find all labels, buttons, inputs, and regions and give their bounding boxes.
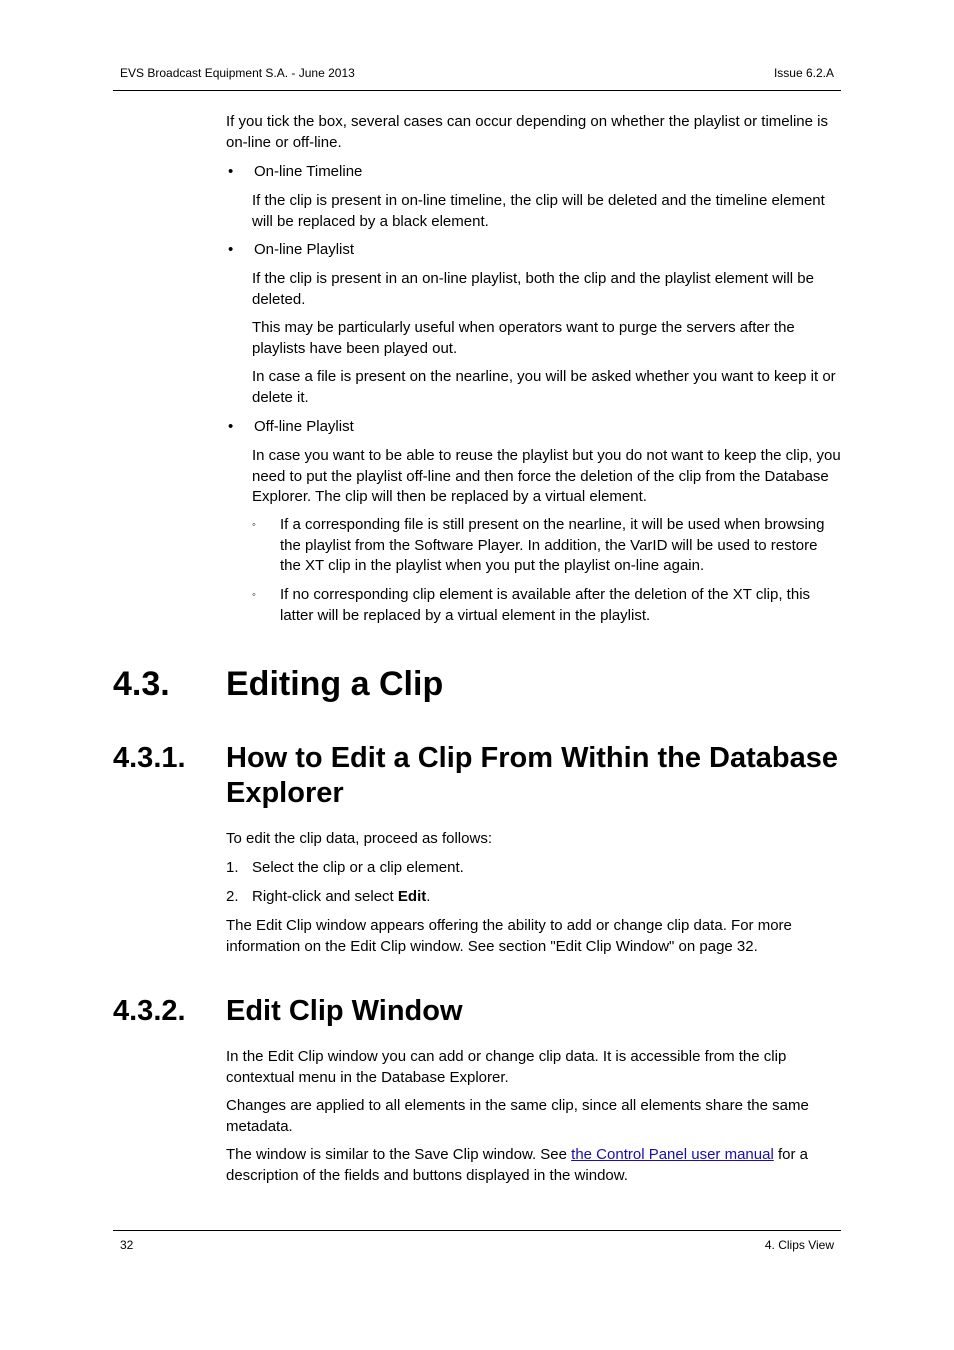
subsection-title: How to Edit a Clip From Within the Database Explorer <box>226 742 838 809</box>
bullet-paragraph: In case you want to be able to reuse the playlist but you do not want to keep the clip, you need to put the playlist off-line and then force the deletion of the clip from the Database Explorer. The clip will then be replaced by a virtual element. <box>252 447 841 505</box>
section-number: 4.3. <box>113 665 170 703</box>
header-publisher: EVS Broadcast Equipment S.A. - June 2013 <box>120 66 355 80</box>
step-number: 1. <box>226 859 239 876</box>
bullet-mark: • <box>228 241 234 258</box>
bullet-title: On-line Playlist <box>254 241 355 258</box>
page-header <box>113 66 841 90</box>
section-title: Editing a Clip <box>226 665 444 703</box>
sub-bullet-paragraph: If no corresponding clip element is available after the deletion of the XT clip, this latter will be replaced by a virtual element in the playlist. <box>280 586 811 624</box>
sub-bullet-mark: ◦ <box>252 519 256 531</box>
bullet-mark: • <box>228 418 234 435</box>
footer-rule <box>113 1230 841 1231</box>
page-number: 32 <box>120 1238 134 1252</box>
edit-clip-para-1: In the Edit Clip window you can add or change clip data. It is accessible from the clip contextual menu in the Database Explorer. <box>226 1048 787 1086</box>
bullet-title: Off-line Playlist <box>254 418 354 435</box>
chapter-name: 4. Clips View <box>764 1238 834 1252</box>
subsection-number: 4.3.1. <box>113 742 186 774</box>
edit-menu-label: Edit <box>397 888 427 905</box>
edit-clip-para-3: The window is similar to the Save Clip window. See the Control Panel user manual for a description of the fields and buttons displayed in the window. <box>226 1146 808 1184</box>
header-rule <box>113 90 841 91</box>
bullet-paragraph: This may be particularly useful when operators want to purge the servers after the playlists have been played out. <box>252 319 795 357</box>
step-text: Select the clip or a clip element. <box>252 859 464 876</box>
sub-bullet-mark: ◦ <box>252 589 256 601</box>
bullet-paragraph: If the clip is present in on-line timeline, the clip will be deleted and the timeline element will be replaced by a black element. <box>252 192 825 230</box>
procedure-lead: To edit the clip data, proceed as follows: <box>226 830 492 847</box>
bullet-paragraph: If the clip is present in an on-line playlist, both the clip and the playlist element will be deleted. <box>252 270 814 308</box>
header-issue: Issue 6.2.A <box>773 66 834 80</box>
bullet-mark: • <box>228 163 234 180</box>
control-panel-manual-link[interactable]: the Control Panel user manual <box>571 1146 774 1163</box>
step-text: Right-click and select Edit. <box>252 888 431 905</box>
bullet-title: On-line Timeline <box>254 163 363 180</box>
edit-clip-para-2: Changes are applied to all elements in the same clip, since all elements share the same metadata. <box>226 1097 809 1135</box>
subsection-number: 4.3.2. <box>113 995 186 1027</box>
step-number: 2. <box>226 888 239 905</box>
procedure-result: The Edit Clip window appears offering the ability to add or change clip data. For more information on the Edit Clip window. See section "Edit Clip Window" on page 32. <box>226 917 792 955</box>
intro-paragraph: If you tick the box, several cases can occur depending on whether the playlist or timeline is on-line or off-line. <box>226 113 828 151</box>
sub-bullet-paragraph: If a corresponding file is still present on the nearline, it will be used when browsing the playlist from the Software Player. In addition, the VarID will be used to restore the XT clip in the playlist when you put the playlist on-line again. <box>280 516 825 574</box>
bullet-paragraph: In case a file is present on the nearline, you will be asked whether you want to keep it or delete it. <box>252 368 836 406</box>
subsection-title: Edit Clip Window <box>226 995 463 1027</box>
